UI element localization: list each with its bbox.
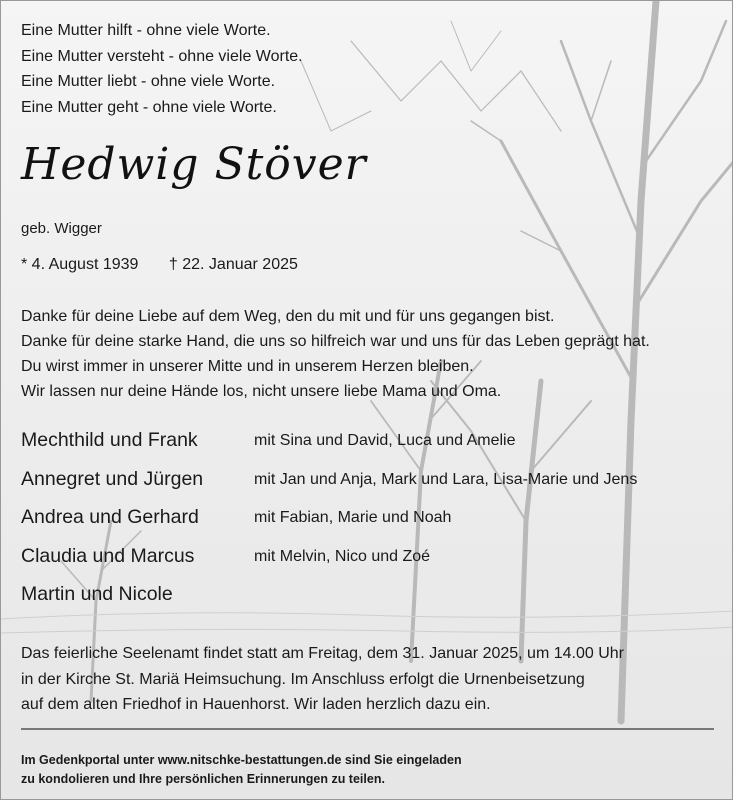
family-list — [21, 429, 721, 622]
thanks-line: Du wirst immer in unserer Mitte und in unserem Herzen bleiben. — [21, 358, 474, 375]
family-names: Andrea und Gerhard — [21, 506, 199, 529]
family-names: Mechthild und Frank — [21, 429, 198, 451]
service-line: auf dem alten Friedhof in Hauenhorst. Wir laden herzlich dazu ein. — [21, 696, 491, 713]
family-row — [21, 468, 721, 507]
family-row — [21, 429, 721, 468]
service-line: Das feierliche Seelenamt findet statt am Freitag, dem 31. Januar 2025, um 14.00 Uhr — [21, 645, 624, 662]
life-dates — [21, 256, 298, 274]
family-children: mit Melvin, Nico und Zoé — [254, 547, 431, 565]
family-names: Annegret und Jürgen — [21, 467, 204, 490]
birth-name: geb. Wigger — [21, 220, 102, 237]
family-children: mit Fabian, Marie und Noah — [254, 509, 452, 527]
family-row — [21, 583, 721, 622]
poem-line: Eine Mutter versteht - ohne viele Worte. — [21, 47, 303, 65]
thanks-text — [21, 304, 650, 404]
portal-line: Im Gedenkportal unter www.nitschke-bestattungen.de sind Sie eingeladen — [21, 753, 462, 767]
deceased-name: Hedwig Stöver — [21, 139, 367, 190]
family-row — [21, 545, 721, 584]
family-names: Martin und Nicole — [21, 583, 173, 606]
poem-line: Eine Mutter liebt - ohne viele Worte. — [21, 73, 276, 90]
poem-line: Eine Mutter geht - ohne viele Worte. — [21, 98, 277, 116]
service-info — [21, 641, 624, 718]
thanks-line: Danke für deine starke Hand, die uns so hilfreich war und uns für das Leben geprägt hat. — [21, 333, 650, 350]
thanks-line: Danke für deine Liebe auf dem Weg, den du mit und für uns gegangen bist. — [21, 308, 555, 325]
service-line: in der Kirche St. Mariä Heimsuchung. Im Anschluss erfolgt die Urnenbeisetzung — [21, 670, 585, 688]
divider — [21, 728, 714, 730]
poem-line: Eine Mutter hilft - ohne viele Worte. — [21, 22, 271, 39]
death-date: † 22. Januar 2025 — [168, 256, 298, 273]
family-children: mit Sina und David, Luca und Amelie — [254, 432, 516, 449]
family-names: Claudia und Marcus — [21, 544, 195, 567]
poem — [21, 18, 303, 120]
family-children: mit Jan und Anja, Mark und Lara, Lisa-Marie und Jens — [254, 470, 638, 488]
birth-date: * 4. August 1939 — [21, 256, 139, 273]
family-row — [21, 506, 721, 545]
portal-line: zu kondolieren und Ihre persönlichen Erinnerungen zu teilen. — [21, 772, 385, 786]
memorial-portal-note — [21, 751, 462, 789]
thanks-line: Wir lassen nur deine Hände los, nicht unsere liebe Mama und Oma. — [21, 383, 502, 400]
